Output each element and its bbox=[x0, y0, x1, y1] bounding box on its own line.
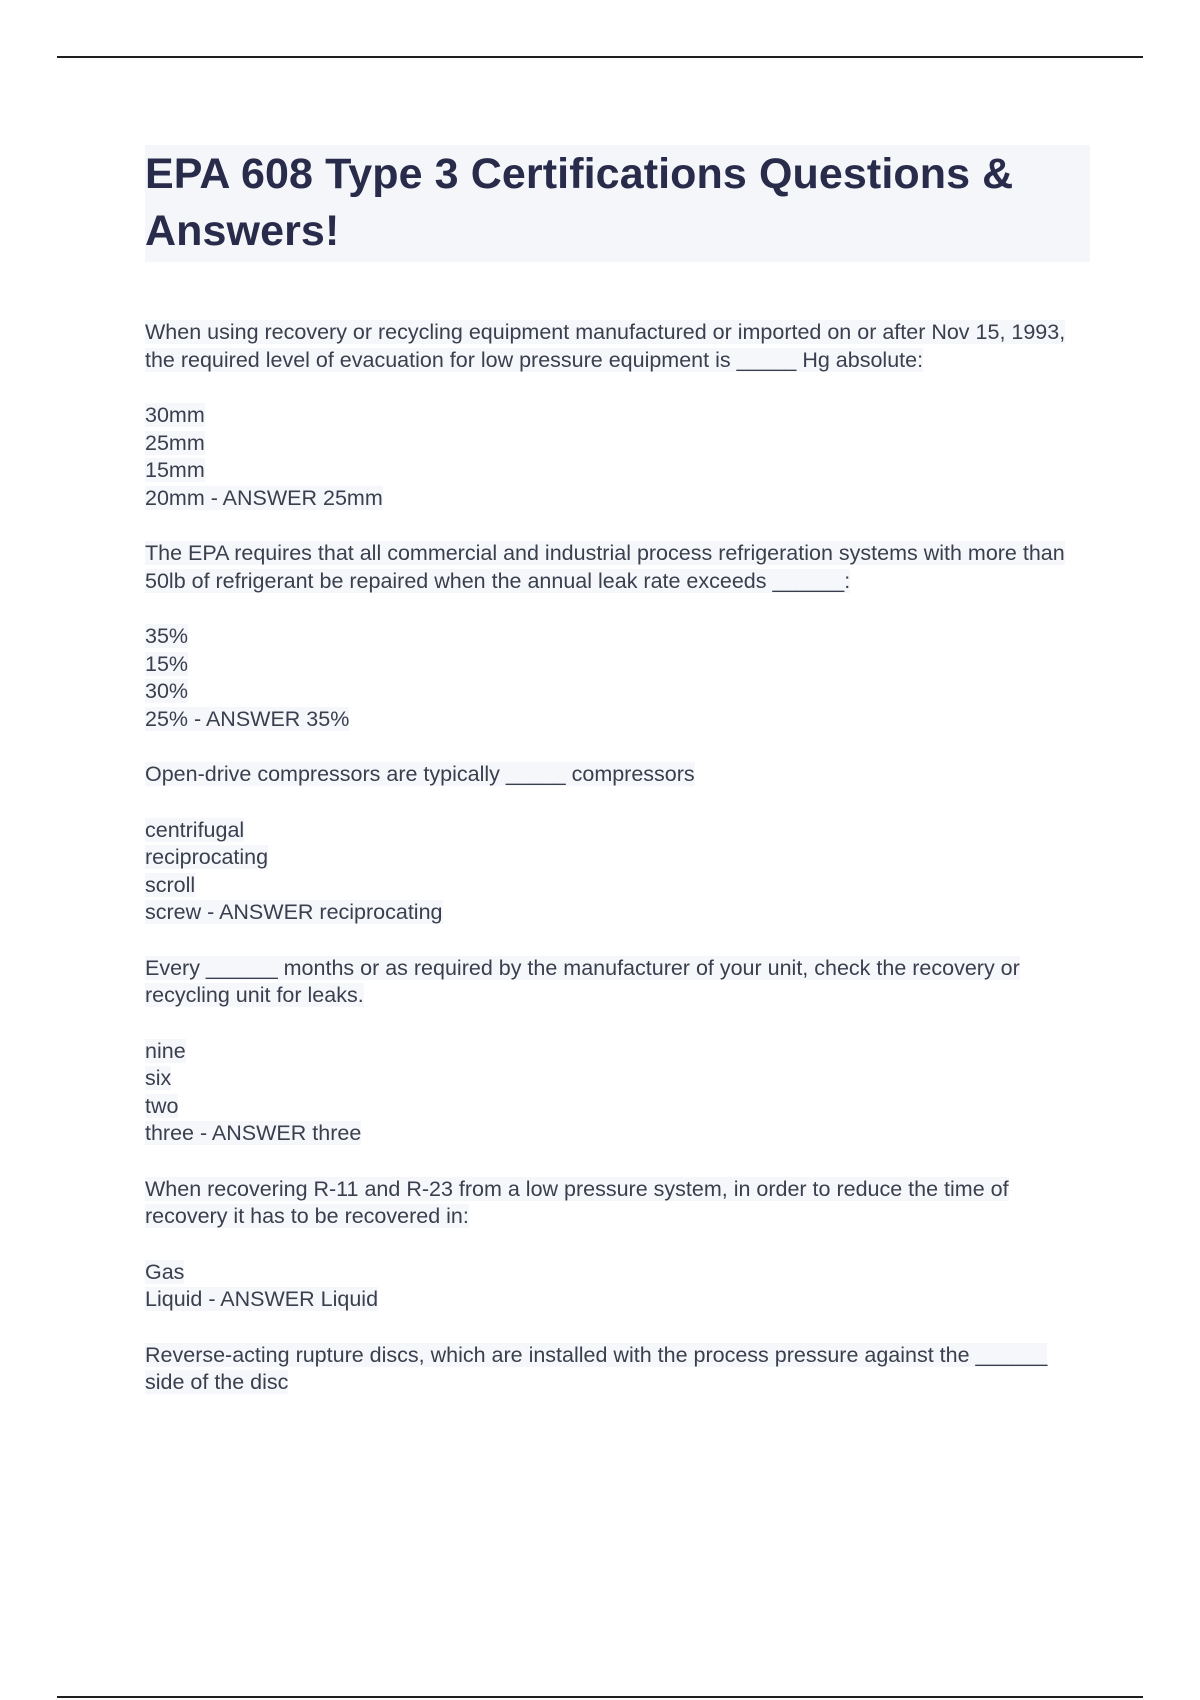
page-top-rule bbox=[57, 56, 1143, 58]
answer-option: scroll bbox=[145, 872, 196, 897]
answer-option: six bbox=[145, 1066, 172, 1090]
answer-option: 35% bbox=[145, 624, 189, 648]
question-item bbox=[145, 1176, 1090, 1314]
document-body bbox=[145, 145, 1090, 1425]
question-list bbox=[145, 319, 1090, 1397]
page-title: EPA 608 Type 3 Certifications Questions & Answers! bbox=[145, 145, 1090, 262]
question-item bbox=[145, 319, 1090, 512]
question-text: When using recovery or recycling equipment manufactured or imported on or after Nov 15, 1993, the required level of evacuation for low pressure equipment is _____ Hg absolute: bbox=[145, 320, 1066, 372]
answer-option: 15% bbox=[145, 651, 189, 676]
answer-option-with-answer: 20mm - ANSWER 25mm bbox=[145, 485, 383, 510]
answer-option: two bbox=[145, 1093, 179, 1118]
question-text: Every ______ months or as required by the manufacturer of your unit, check the recovery or recycling unit for leaks. bbox=[145, 955, 1020, 1007]
answer-option: centrifugal bbox=[145, 817, 245, 842]
answer-options bbox=[145, 623, 1090, 733]
question-item bbox=[145, 761, 1090, 927]
answer-option-with-answer: 25% - ANSWER 35% bbox=[145, 706, 350, 731]
answer-option-with-answer: Liquid - ANSWER Liquid bbox=[145, 1287, 379, 1311]
question-item bbox=[145, 955, 1090, 1148]
answer-option: 30% bbox=[145, 679, 189, 703]
question-item bbox=[145, 540, 1090, 733]
question-text: The EPA requires that all commercial and industrial process refrigeration systems with more than 50lb of refrigerant be repaired when the annual leak rate exceeds ______: bbox=[145, 541, 1065, 593]
answer-option: 15mm bbox=[145, 458, 205, 482]
answer-option: 25mm bbox=[145, 430, 205, 455]
answer-option-with-answer: three - ANSWER three bbox=[145, 1121, 362, 1145]
question-text: Open-drive compressors are typically _____ compressors bbox=[145, 762, 695, 786]
answer-option-with-answer: screw - ANSWER reciprocating bbox=[145, 900, 443, 924]
page-bottom-rule bbox=[57, 1696, 1143, 1698]
answer-options bbox=[145, 1259, 1090, 1314]
answer-options bbox=[145, 402, 1090, 512]
answer-option: reciprocating bbox=[145, 845, 269, 869]
answer-option: 30mm bbox=[145, 403, 205, 427]
answer-option: Gas bbox=[145, 1259, 185, 1284]
question-text: Reverse-acting rupture discs, which are installed with the process pressure against the ______ side of the disc bbox=[145, 1342, 1048, 1394]
question-item bbox=[145, 1342, 1090, 1397]
question-text: When recovering R-11 and R-23 from a low pressure system, in order to reduce the time of recovery it has to be recovered in: bbox=[145, 1176, 1009, 1228]
answer-option: nine bbox=[145, 1038, 186, 1063]
answer-options bbox=[145, 817, 1090, 927]
answer-options bbox=[145, 1038, 1090, 1148]
